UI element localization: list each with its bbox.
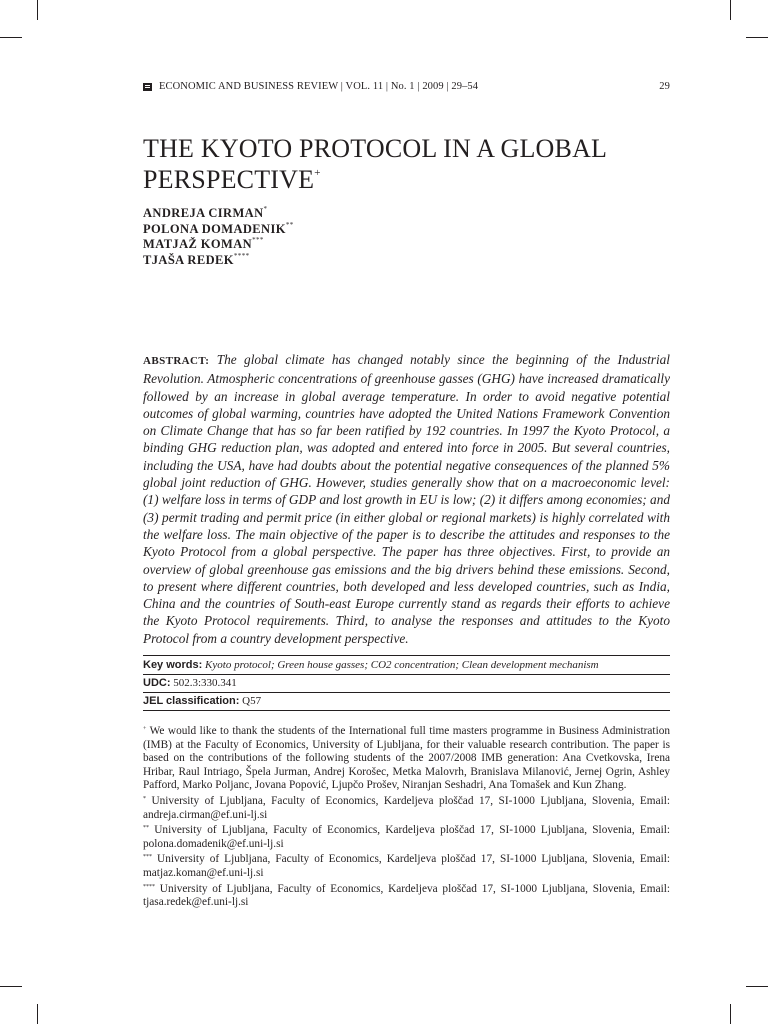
author-footnote-mark: ** (285, 220, 294, 229)
jel-value: Q57 (242, 695, 262, 707)
footnote-mark: * (143, 795, 146, 802)
author-item (143, 222, 543, 238)
author-item (143, 206, 543, 222)
jel-line (143, 694, 670, 708)
udc-line (143, 676, 670, 690)
author-name: MATJAŽ KOMAN (143, 237, 253, 251)
keywords-line (143, 658, 670, 672)
footnote (143, 824, 670, 851)
abstract-text: The global climate has changed notably since the beginning of the Industrial Revolution. Atmospheric concentrations of greenhouse gasses (GHG) have increased dramatically followed by an increase in global average temperature. In order to avoid negative potential outcomes of global warming, countries have adopted the United Nations Framework Convention on Climate Change that has so far been ratified by 192 countries. In 1997 the Kyoto Protocol, a binding GHG reduction plan, was adopted and entered into force in 2005. But several countries, including the USA, have had doubts about the potential negative consequences of the planned 5% global joint reduction of GHG. However, studies generally show that on a macroeconomic level: (1) welfare loss in terms of GDP and lost growth in EU is low; (2) it differs among economies; and (3) permit trading and permit price (in either global or regional markets) is highly correlated with the welfare loss. The main objective of the paper is to describe the attitudes and responses to the Kyoto Protocol from a global perspective. The paper has three objectives. First, to provide an overview of global greenhouse gas emissions and the big drivers behind these emissions. Second, to present where different countries, both developed and less developed countries, such as India, China and the countries of South-east Europe currently stand as regards their efforts to achieve the Kyoto Protocol requirements. Third, to analyse the responses and attitudes to the Kyoto Protocol from a country development perspective. (143, 352, 670, 646)
footnote (143, 725, 670, 793)
divider (143, 692, 670, 693)
footnote-text: University of Ljubljana, Faculty of Economics, Kardeljeva ploščad 17, SI-1000 Ljubljana, Slovenia, Email: matjaz.koman@ef.uni-lj.si (143, 853, 671, 879)
footnote-mark: ** (143, 825, 149, 832)
journal-citation: ECONOMIC AND BUSINESS REVIEW | VOL. 11 | No. 1 | 2009 | 29–54 (159, 81, 479, 92)
crop-mark-top-left-horizontal (0, 37, 22, 38)
keywords-value: Kyoto protocol; Green house gasses; CO2 concentration; Clean development mechanism (205, 659, 599, 671)
divider (143, 710, 670, 711)
page-number: 29 (659, 81, 670, 92)
crop-mark-top-right-horizontal (746, 37, 768, 38)
footnote-mark: + (143, 726, 147, 732)
divider (143, 674, 670, 675)
crop-mark-bottom-left-vertical (37, 1004, 38, 1024)
author-name: ANDREJA CIRMAN (143, 206, 264, 220)
paper-title (143, 133, 663, 195)
running-header (143, 80, 670, 96)
crop-mark-top-left-vertical (37, 0, 38, 20)
footnote-mark: *** (143, 854, 152, 861)
footnote (143, 883, 670, 910)
footnote-text: University of Ljubljana, Faculty of Economics, Kardeljeva ploščad 17, SI-1000 Ljubljana, Slovenia, Email: andreja.cirman@ef.uni-lj.si (143, 794, 670, 821)
crop-mark-bottom-right-horizontal (746, 986, 768, 987)
footnotes (143, 725, 670, 910)
udc-label: UDC: (143, 677, 171, 689)
footnote-text: We would like to thank the students of the International full time masters programme in Business Administration (IMB) at the Faculty of Economics, University of Ljubljana, for their valuable research contribution. The paper is based on the contributions of the following students of the 2007/2008 IMB generation: Ana Cvetkovska, Irena Hribar, Raul Intriago, Špela Jurman, Andrej Korošec, Metka Malovrh, Branislava Milanović, Jernej Ogrin, Ashley Pafford, Marko Poljanc, Jovana Popović, Ljupčo Prošev, Niranjan Seshadri, Ana Tomašek and Kun Zhang. (143, 725, 670, 792)
udc-value: 502.3:330.341 (173, 677, 237, 689)
crop-mark-top-right-vertical (730, 0, 731, 20)
footnote-text: University of Ljubljana, Faculty of Economics, Kardeljeva ploščad 17, SI-1000 Ljubljana, Slovenia, Email: tjasa.redek@ef.uni-lj.si (143, 882, 671, 909)
keywords-label: Key words: (143, 659, 203, 671)
author-item (143, 237, 543, 253)
crop-mark-bottom-left-horizontal (0, 986, 22, 987)
jel-label: JEL classification: (143, 695, 240, 707)
footnote (143, 795, 670, 822)
abstract-label: ABSTRACT: (143, 355, 210, 367)
paper-title-text: THE KYOTO PROTOCOL IN A GLOBAL PERSPECTIVE (143, 134, 607, 194)
abstract (143, 351, 670, 647)
footnote-mark: **** (143, 883, 155, 890)
footnote-text: University of Ljubljana, Faculty of Economics, Kardeljeva ploščad 17, SI-1000 Ljubljana, Slovenia, Email: polona.domadenik@ef.uni-lj.si (143, 824, 671, 850)
author-footnote-mark: *** (252, 236, 264, 244)
crop-mark-bottom-right-vertical (730, 1004, 731, 1024)
author-item (143, 253, 543, 269)
title-footnote-mark: + (314, 167, 321, 179)
footnote (143, 853, 670, 880)
author-footnote-mark: * (263, 205, 268, 213)
divider (143, 655, 670, 656)
journal-logo-icon (143, 83, 152, 91)
author-name: POLONA DOMADENIK (143, 221, 286, 236)
author-list (143, 206, 543, 268)
author-footnote-mark: **** (233, 251, 250, 260)
author-name: TJAŠA REDEK (143, 252, 234, 267)
